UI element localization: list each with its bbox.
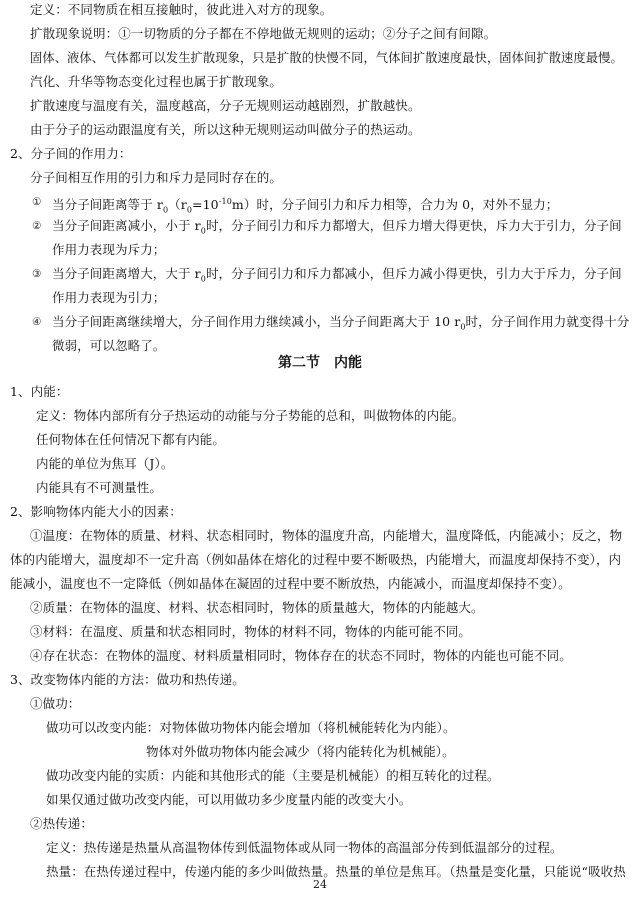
text-line: 热量：在热传递过程中，传递内能的多少叫做热量。热量的单位是焦耳。（热量是变化量，只能说“吸收热 <box>46 864 626 879</box>
text-line: 定义：不同物质在相互接触时，彼此进入对方的现象。 <box>30 2 333 17</box>
text-line: 扩散速度与温度有关，温度越高，分子无规则运动越剧烈，扩散越快。 <box>30 98 421 113</box>
text-line: 固体、液体、气体都可以发生扩散现象，只是扩散的快慢不同，气体间扩散速度最快，固体间扩散速度最慢。 <box>30 51 623 65</box>
text-line: 做功改变内能的实质：内能和其他形式的能（主要是机械能）的相互转化的过程。 <box>46 768 500 783</box>
text-line: 能减小，温度也不一定降低（例如晶体在凝固的过程中要不断放热，内能减小，而温度却保持不变）。 <box>10 576 571 591</box>
text-line: 扩散现象说明：①一切物质的分子都在不停地做无规则的运动；②分子之间有间隙。 <box>30 26 497 41</box>
section-heading: 2、分子间的作用力： <box>10 146 132 161</box>
text-line: 当分子间距离等于 $r_0(r_0=10^{-10}m)$时，分子间引力和斥力相等，合力为 0，对外不显力； <box>52 197 559 215</box>
text-line: ②质量：在物体的温度、材料、状态相同时，物体的质量越大，物体的内能越大。 <box>30 600 484 615</box>
section-title: 第二节 内能 <box>278 355 362 371</box>
list-marker: ① <box>32 196 42 208</box>
text-line: 分子间相互作用的引力和斥力是同时存在的。 <box>30 170 283 185</box>
text-line: 汽化、升华等物态变化过程也属于扩散现象。 <box>30 74 283 89</box>
text-line: 做功可以改变内能：对物体做功物体内能会增加（将机械能转化为内能）。 <box>46 720 456 735</box>
text-line: 作用力表现为斥力； <box>52 242 166 257</box>
subsection-heading: ②热传递： <box>30 816 94 831</box>
text-line: 内能具有不可测量性。 <box>36 480 163 495</box>
list-marker: ② <box>32 220 42 232</box>
text-line: 物体对外做功物体内能会减少（将内能转化为机械能）。 <box>146 744 455 759</box>
list-marker: ③ <box>32 268 42 280</box>
section-heading: 3、改变物体内能的方法：做功和热传递。 <box>10 672 245 687</box>
page-number: 24 <box>313 878 327 891</box>
text-line: 由于分子的运动跟温度有关，所以这种无规则运动叫做分子的热运动。 <box>30 122 421 137</box>
section-heading: 2、影响物体内能大小的因素： <box>10 504 182 519</box>
text-line: 当分子间距离增大，大于 $r_0$时，分子间引力和斥力都减小，但斥力减小得更快，引力大于斥力，分子间 <box>52 266 622 284</box>
text-line: 体的内能增大，温度却不一定升高（例如晶体在熔化的过程中要不断吸热，内能增大，而温度却保持不变），内 <box>10 552 622 567</box>
text-line: 微弱，可以忽略了。 <box>52 338 166 353</box>
text-line: 如果仅通过做功改变内能，可以用做功多少度量内能的改变大小。 <box>46 792 412 807</box>
text-line: 定义：热传递是热量从高温物体传到低温物体或从同一物体的高温部分传到低温部分的过程。 <box>46 840 563 855</box>
text-line: 任何物体在任何情况下都有内能。 <box>36 432 226 447</box>
text-line: ③材料：在温度、质量和状态相同时，物体的材料不同，物体的内能可能不同。 <box>30 624 472 639</box>
text-line: 定义：物体内部所有分子热运动的动能与分子势能的总和，叫做物体的内能。 <box>36 408 465 423</box>
text-line: 当分子间距离继续增大，分子间作用力继续减小，当分子间距离大于 10 $r_0$时，分子间作用力就变得十分 <box>52 314 630 332</box>
text-line: 当分子间距离减小，小于 $r_0$时，分子间引力和斥力都增大，但斥力增大得更快，斥力大于引力，分子间 <box>52 218 622 236</box>
list-marker: ④ <box>32 316 42 328</box>
text-line: 作用力表现为引力； <box>52 290 166 305</box>
section-heading: 1、内能： <box>10 384 69 399</box>
subsection-heading: ①做功： <box>30 696 81 711</box>
text-line: ④存在状态：在物体的温度、材料质量相同时，物体存在的状态不同时，物体的内能也可能不同。 <box>30 648 572 663</box>
text-line: 内能的单位为焦耳（J）。 <box>36 456 174 471</box>
text-line: ①温度：在物体的质量、材料、状态相同时，物体的温度升高，内能增大，温度降低，内能减小；反之，物 <box>30 528 623 543</box>
